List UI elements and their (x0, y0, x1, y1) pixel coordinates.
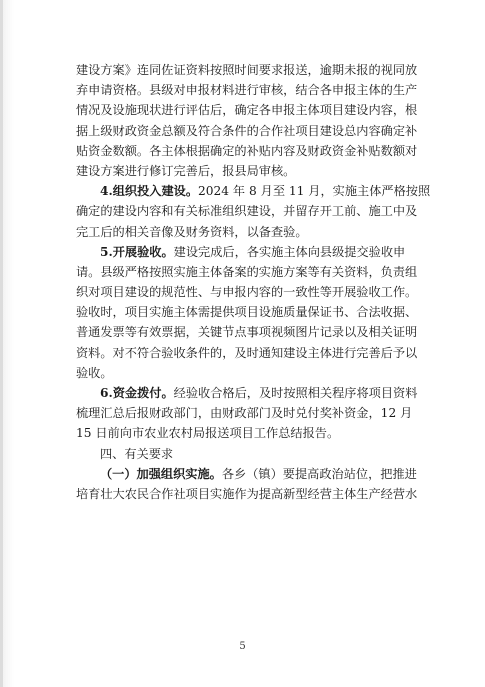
section-heading: 四、有关要求 (100, 446, 174, 461)
paragraph-line: 完工后的相关音像及财务资料，以备查验。 (76, 224, 308, 239)
paragraph-line: 梳理汇总后报财政部门，由财政部门及时兑付奖补资金，12 月 (76, 406, 413, 421)
page-number: 5 (239, 641, 246, 652)
paragraph-line: 织对项目建设的规范性、与申报内容的一致性等开展验收工作。 (76, 285, 418, 300)
paragraph-line: 培育壮大农民合作社项目实施作为提高新型经营主体生产经营水 (76, 486, 418, 501)
paragraph-line: 建设方案进行修订完善后，报县局审核。 (76, 163, 296, 178)
paragraph-line: 贴资金数额。各主体根据确定的补贴内容及财政资金补贴数额对 (76, 143, 418, 158)
item-5-title: 5.开展验收。 (100, 244, 174, 259)
item-4-first-line (76, 181, 450, 201)
item-5-first-line (76, 242, 450, 262)
item-6-first-line (76, 383, 450, 403)
paragraph-line: 普通发票等有效票据，关键节点事项视频图片记录以及相关证明 (76, 325, 418, 340)
paragraph-line: 请。县级严格按照实施主体备案的实施方案等有关资料，负责组 (76, 264, 418, 279)
paragraph-line: 15 日前向市农业农村局报送项目工作总结报告。 (76, 426, 340, 441)
paragraph-line: 验收时，项目实施主体需提供项目设施质量保证书、合法收据、 (76, 305, 418, 320)
item-5-text: 建设完成后，各实施主体向县级提交验收申 (173, 244, 406, 259)
item-6-text: 经验收合格后，及时按照相关程序将项目资料 (173, 386, 418, 400)
paragraph-line: 确定的建设内容和有关标准组织建设，并留存开工前、施工中及 (76, 204, 418, 219)
paragraph-line: 验收。 (76, 365, 113, 380)
scan-edge (0, 0, 3, 687)
paragraph-line: 资料。对不符合验收条件的，及时通知建设主体进行完善后予以 (76, 345, 418, 360)
paragraph-line: 建设方案》连同佐证资料按照时间要求报送，逾期未报的视同放 (76, 63, 418, 77)
subsection-1-text: 各乡（镇）要提高政治站位，把推进 (221, 466, 417, 481)
subsection-1-first-line (76, 464, 450, 484)
paragraph-line: 据上级财政资金总额及符合条件的合作社项目建设总内容确定补 (76, 123, 418, 138)
item-4-text: 2024 年 8 月至 11 月，实施主体严格按照 (198, 184, 431, 199)
paragraph-line: 情况及设施现状进行评估后，确定各申报主体项目建设内容，根 (76, 103, 418, 118)
paragraph-line: 弃申请资格。县级对申报材料进行审核，结合各申报主体的生产 (76, 83, 418, 98)
item-6-title: 6.资金拨付。 (100, 386, 174, 400)
subsection-1-title: （一）加强组织实施。 (100, 466, 222, 481)
document-body (76, 60, 450, 504)
item-4-title: 4.组织投入建设。 (100, 184, 199, 199)
